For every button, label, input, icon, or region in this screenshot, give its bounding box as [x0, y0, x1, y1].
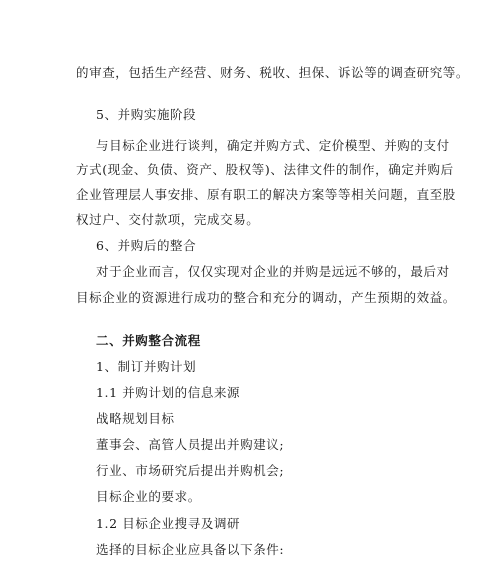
paragraph-line-6: 对于企业而言，仅仅实现对企业的并购是远远不够的，最后对 [96, 264, 450, 279]
list-item-2: 董事会、高管人员提出并购建议; [96, 437, 285, 452]
paragraph-line-5: 权过户、交付款项，完成交易。 [76, 212, 260, 227]
list-item-4: 目标企业的要求。 [96, 489, 201, 504]
paragraph-line-2: 与目标企业进行谈判，确定并购方式、定价模型、并购的支付 [96, 138, 450, 153]
paragraph-line-8: 选择的目标企业应具备以下条件: [96, 542, 285, 557]
paragraph-line-1: 的审查，包括生产经营、财务、税收、担保、诉讼等的调查研究等。 [76, 65, 470, 80]
paragraph-line-3: 方式(现金、负债、资产、股权等)、法律文件的制作，确定并购后 [76, 162, 454, 177]
paragraph-line-7: 目标企业的资源进行成功的整合和充分的调动，产生预期的效益。 [76, 290, 456, 305]
list-item-3: 行业、市场研究后提出并购机会; [96, 463, 285, 478]
subsection-heading-1-2: 1.2 目标企业搜寻及调研 [96, 516, 241, 531]
chapter-heading-2: 二、并购整合流程 [96, 333, 201, 348]
section-heading-5: 5、并购实施阶段 [96, 107, 197, 122]
paragraph-line-4: 企业管理层人事安排、原有职工的解决方案等等相关问题，直至股 [76, 187, 456, 202]
section-heading-6: 6、并购后的整合 [96, 238, 197, 253]
subsection-heading-1: 1、制订并购计划 [96, 359, 197, 374]
list-item-1: 战略规划目标 [96, 411, 175, 426]
subsection-heading-1-1: 1.1 并购计划的信息来源 [96, 385, 241, 400]
